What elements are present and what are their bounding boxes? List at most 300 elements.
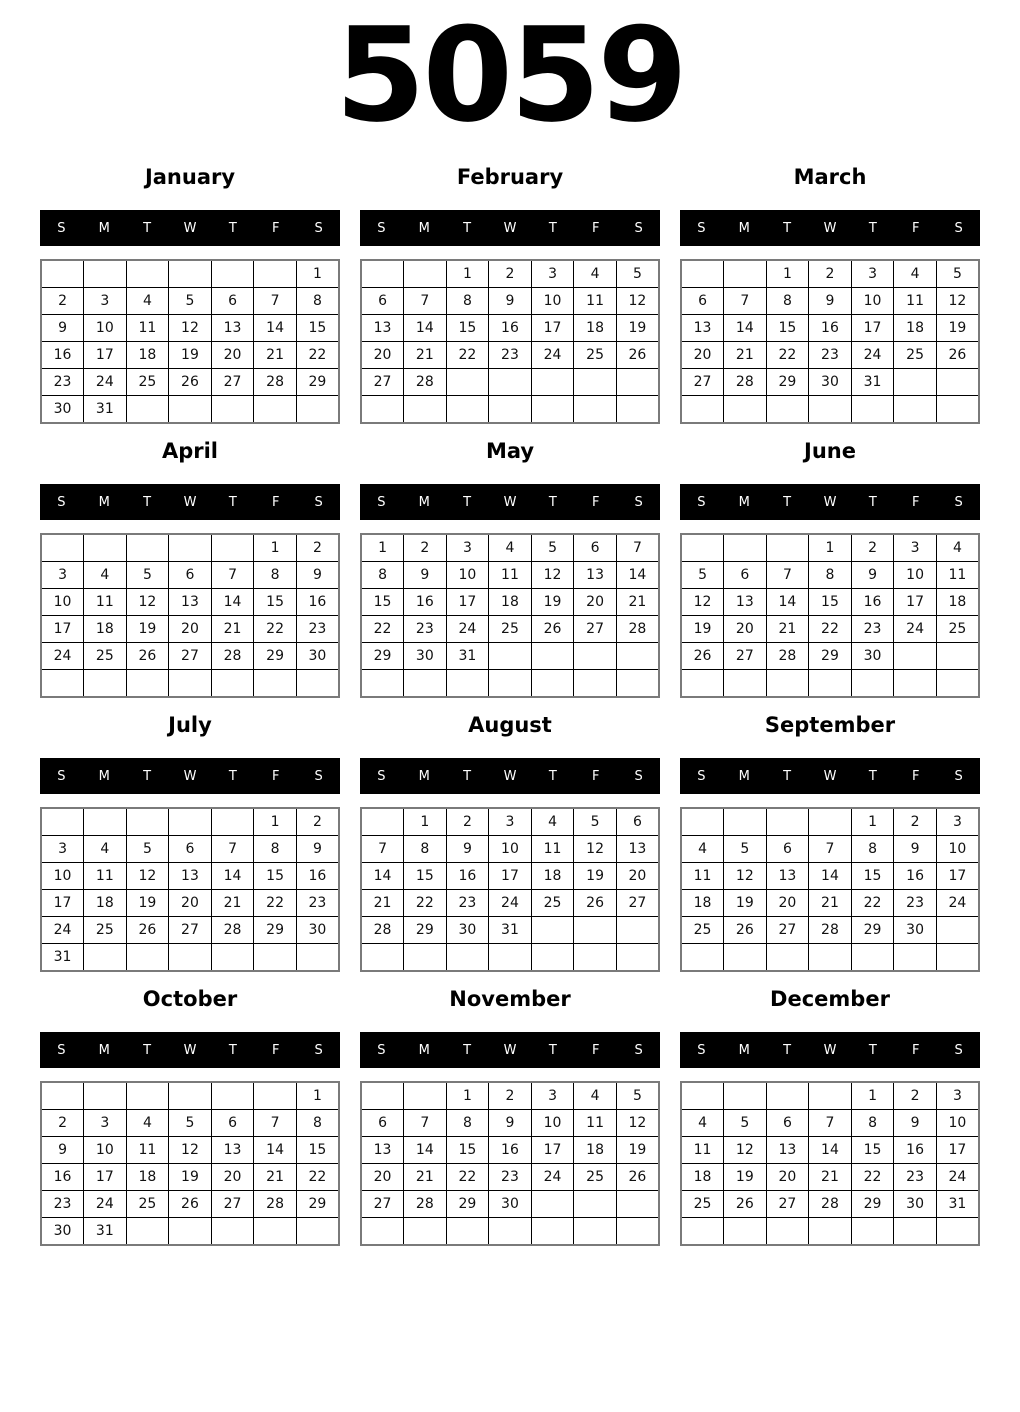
day-cell: 17 xyxy=(894,589,937,616)
day-cell: 26 xyxy=(724,1191,767,1218)
day-cell-empty xyxy=(681,670,724,698)
week-row xyxy=(681,369,979,396)
day-grid xyxy=(360,1081,660,1246)
day-cell-empty xyxy=(531,670,574,698)
day-cell-empty xyxy=(254,396,297,424)
day-cell: 11 xyxy=(531,836,574,863)
day-cell: 17 xyxy=(851,315,894,342)
week-row xyxy=(41,944,339,972)
day-cell: 10 xyxy=(936,1110,979,1137)
day-cell-empty xyxy=(296,1218,339,1246)
week-row xyxy=(361,589,659,616)
day-cell: 9 xyxy=(894,836,937,863)
day-cell-empty xyxy=(851,670,894,698)
day-cell: 24 xyxy=(84,1191,127,1218)
day-cell-empty xyxy=(851,396,894,424)
day-cell: 4 xyxy=(936,534,979,562)
day-cell-empty xyxy=(851,944,894,972)
day-cell: 22 xyxy=(254,890,297,917)
day-cell: 2 xyxy=(894,808,937,836)
day-cell: 1 xyxy=(254,534,297,562)
week-row xyxy=(41,863,339,890)
day-cell: 2 xyxy=(851,534,894,562)
day-cell: 2 xyxy=(41,288,84,315)
day-cell: 19 xyxy=(126,616,169,643)
weekday-header-1: M xyxy=(738,768,750,784)
day-cell: 8 xyxy=(809,562,852,589)
day-cell: 31 xyxy=(489,917,532,944)
week-row xyxy=(681,1110,979,1137)
day-cell: 8 xyxy=(446,288,489,315)
day-cell: 12 xyxy=(126,863,169,890)
day-cell: 28 xyxy=(211,643,254,670)
day-cell-empty xyxy=(809,396,852,424)
week-row xyxy=(41,396,339,424)
day-cell-empty xyxy=(404,1082,447,1110)
day-cell: 22 xyxy=(254,616,297,643)
day-cell-empty xyxy=(126,534,169,562)
month-block-june xyxy=(680,438,980,698)
weekday-header-3: W xyxy=(503,1042,517,1058)
month-block-january xyxy=(40,164,340,424)
month-block-october xyxy=(40,986,340,1246)
weekday-header-3: W xyxy=(823,494,837,510)
day-cell: 3 xyxy=(851,260,894,288)
day-cell: 21 xyxy=(254,1164,297,1191)
day-cell: 25 xyxy=(681,1191,724,1218)
months-grid xyxy=(0,164,1020,1246)
day-cell: 12 xyxy=(169,315,212,342)
day-cell: 28 xyxy=(211,917,254,944)
day-cell: 10 xyxy=(446,562,489,589)
day-cell: 22 xyxy=(851,890,894,917)
day-grid xyxy=(40,807,340,972)
day-cell: 11 xyxy=(126,315,169,342)
month-title: January xyxy=(144,165,236,189)
day-cell: 27 xyxy=(211,369,254,396)
week-row xyxy=(361,670,659,698)
day-cell: 28 xyxy=(361,917,404,944)
day-cell: 16 xyxy=(296,863,339,890)
day-cell: 6 xyxy=(766,836,809,863)
day-cell: 12 xyxy=(681,589,724,616)
day-cell: 16 xyxy=(851,589,894,616)
day-cell: 17 xyxy=(41,616,84,643)
month-title: March xyxy=(793,165,867,189)
day-cell-empty xyxy=(361,1082,404,1110)
week-row xyxy=(681,315,979,342)
day-cell: 4 xyxy=(84,836,127,863)
week-row xyxy=(41,288,339,315)
day-cell: 28 xyxy=(809,1191,852,1218)
weekday-header-3: W xyxy=(183,1042,197,1058)
day-cell: 28 xyxy=(724,369,767,396)
day-cell-empty xyxy=(489,1218,532,1246)
day-cell-empty xyxy=(766,944,809,972)
day-cell: 27 xyxy=(169,917,212,944)
day-cell: 12 xyxy=(724,863,767,890)
day-cell: 14 xyxy=(254,315,297,342)
weekday-header-0: S xyxy=(697,494,706,510)
weekday-header-4: T xyxy=(868,220,877,236)
day-cell: 18 xyxy=(574,1137,617,1164)
day-cell: 20 xyxy=(169,616,212,643)
week-row xyxy=(361,288,659,315)
week-row xyxy=(361,369,659,396)
day-cell: 26 xyxy=(126,917,169,944)
day-cell-empty xyxy=(681,396,724,424)
day-cell-empty xyxy=(574,1191,617,1218)
day-cell-empty xyxy=(724,1218,767,1246)
day-cell-empty xyxy=(616,643,659,670)
day-cell: 27 xyxy=(574,616,617,643)
day-cell: 13 xyxy=(169,863,212,890)
day-cell: 6 xyxy=(724,562,767,589)
weekday-header-2: T xyxy=(783,1042,792,1058)
weekday-header-4: T xyxy=(548,768,557,784)
day-cell: 23 xyxy=(41,1191,84,1218)
day-cell: 27 xyxy=(681,369,724,396)
day-cell: 1 xyxy=(296,1082,339,1110)
day-cell: 16 xyxy=(489,1137,532,1164)
day-cell: 11 xyxy=(574,288,617,315)
day-cell: 4 xyxy=(126,1110,169,1137)
week-row xyxy=(681,1191,979,1218)
day-cell-empty xyxy=(616,396,659,424)
weekday-header-5: F xyxy=(271,220,280,236)
day-cell: 13 xyxy=(681,315,724,342)
day-cell: 16 xyxy=(41,342,84,369)
day-cell-empty xyxy=(809,1082,852,1110)
weekday-header-6: S xyxy=(954,494,963,510)
month-block-november xyxy=(360,986,660,1246)
day-cell: 21 xyxy=(254,342,297,369)
week-row xyxy=(361,1191,659,1218)
day-cell-empty xyxy=(681,1082,724,1110)
day-cell: 22 xyxy=(851,1164,894,1191)
day-cell: 18 xyxy=(936,589,979,616)
day-cell: 3 xyxy=(41,562,84,589)
day-cell-empty xyxy=(211,534,254,562)
day-cell: 26 xyxy=(169,369,212,396)
day-cell: 18 xyxy=(84,616,127,643)
weekday-header-2: T xyxy=(463,220,472,236)
weekday-header-5: F xyxy=(591,220,600,236)
day-cell: 6 xyxy=(169,562,212,589)
day-cell: 1 xyxy=(361,534,404,562)
day-cell: 28 xyxy=(404,369,447,396)
weekday-header-5: F xyxy=(911,768,920,784)
day-cell: 11 xyxy=(894,288,937,315)
day-cell: 21 xyxy=(404,342,447,369)
week-row xyxy=(361,260,659,288)
day-cell: 8 xyxy=(361,562,404,589)
day-cell: 28 xyxy=(809,917,852,944)
day-cell: 21 xyxy=(361,890,404,917)
weekday-header-2: T xyxy=(463,494,472,510)
day-cell: 25 xyxy=(531,890,574,917)
day-cell: 1 xyxy=(809,534,852,562)
weekday-header-0: S xyxy=(377,768,386,784)
day-cell: 28 xyxy=(404,1191,447,1218)
day-cell-empty xyxy=(404,670,447,698)
day-cell: 30 xyxy=(41,396,84,424)
day-cell-empty xyxy=(766,534,809,562)
day-cell: 2 xyxy=(894,1082,937,1110)
weekday-header-4: T xyxy=(548,1042,557,1058)
month-block-may xyxy=(360,438,660,698)
week-row xyxy=(41,342,339,369)
day-cell: 25 xyxy=(574,342,617,369)
day-cell: 3 xyxy=(84,1110,127,1137)
day-cell-empty xyxy=(489,944,532,972)
weekday-header-3: W xyxy=(183,220,197,236)
day-cell: 15 xyxy=(361,589,404,616)
day-cell: 1 xyxy=(851,808,894,836)
weekday-header-2: T xyxy=(463,768,472,784)
day-cell: 30 xyxy=(894,917,937,944)
day-cell: 19 xyxy=(169,1164,212,1191)
weekday-header-2: T xyxy=(463,1042,472,1058)
week-row xyxy=(361,863,659,890)
weekday-header-2: T xyxy=(783,768,792,784)
weekday-header-0: S xyxy=(697,1042,706,1058)
weekday-header-1: M xyxy=(738,220,750,236)
day-cell: 3 xyxy=(531,1082,574,1110)
week-row xyxy=(361,562,659,589)
day-cell: 14 xyxy=(766,589,809,616)
day-cell: 14 xyxy=(404,315,447,342)
weekday-header-4: T xyxy=(228,220,237,236)
day-cell: 7 xyxy=(809,1110,852,1137)
day-cell: 24 xyxy=(936,890,979,917)
month-block-april xyxy=(40,438,340,698)
day-cell: 24 xyxy=(936,1164,979,1191)
week-row xyxy=(681,836,979,863)
day-cell: 28 xyxy=(254,369,297,396)
weekday-header-2: T xyxy=(143,494,152,510)
year-title: 5059 xyxy=(335,0,685,151)
day-cell: 21 xyxy=(211,890,254,917)
day-cell: 10 xyxy=(531,1110,574,1137)
day-cell: 17 xyxy=(446,589,489,616)
week-row xyxy=(361,1137,659,1164)
day-cell: 5 xyxy=(936,260,979,288)
day-cell-empty xyxy=(724,260,767,288)
day-cell: 29 xyxy=(766,369,809,396)
day-cell: 29 xyxy=(361,643,404,670)
month-block-september xyxy=(680,712,980,972)
day-cell: 11 xyxy=(489,562,532,589)
weekday-header-4: T xyxy=(548,494,557,510)
day-cell: 7 xyxy=(809,836,852,863)
weekday-header-1: M xyxy=(98,494,110,510)
day-cell: 26 xyxy=(616,342,659,369)
day-cell: 21 xyxy=(809,890,852,917)
weekday-header-0: S xyxy=(377,220,386,236)
day-cell: 4 xyxy=(84,562,127,589)
day-cell: 5 xyxy=(616,1082,659,1110)
weekday-header-5: F xyxy=(591,1042,600,1058)
week-row xyxy=(681,890,979,917)
day-cell-empty xyxy=(41,260,84,288)
day-cell: 7 xyxy=(361,836,404,863)
month-title: February xyxy=(456,165,564,189)
day-cell: 23 xyxy=(41,369,84,396)
week-row xyxy=(41,562,339,589)
day-cell: 24 xyxy=(531,1164,574,1191)
day-cell-empty xyxy=(361,670,404,698)
day-cell: 9 xyxy=(41,315,84,342)
weekday-header-6: S xyxy=(314,494,323,510)
week-row xyxy=(681,917,979,944)
day-cell: 11 xyxy=(84,589,127,616)
day-cell-empty xyxy=(446,369,489,396)
day-cell: 8 xyxy=(851,1110,894,1137)
day-cell: 15 xyxy=(254,589,297,616)
day-cell-empty xyxy=(126,670,169,698)
day-cell: 4 xyxy=(531,808,574,836)
day-cell-empty xyxy=(361,396,404,424)
day-cell: 15 xyxy=(296,315,339,342)
day-cell: 30 xyxy=(41,1218,84,1246)
day-cell-empty xyxy=(574,944,617,972)
week-row xyxy=(361,944,659,972)
week-row xyxy=(681,863,979,890)
week-row xyxy=(41,369,339,396)
weekday-header-1: M xyxy=(98,1042,110,1058)
day-cell-empty xyxy=(724,808,767,836)
day-cell: 19 xyxy=(681,616,724,643)
day-cell: 24 xyxy=(41,643,84,670)
day-cell: 15 xyxy=(296,1137,339,1164)
day-cell-empty xyxy=(489,396,532,424)
day-cell-empty xyxy=(211,808,254,836)
day-cell: 22 xyxy=(296,342,339,369)
day-cell-empty xyxy=(766,1082,809,1110)
day-cell: 24 xyxy=(851,342,894,369)
day-cell: 1 xyxy=(446,1082,489,1110)
day-cell: 10 xyxy=(489,836,532,863)
day-cell-empty xyxy=(616,944,659,972)
day-cell: 29 xyxy=(296,369,339,396)
day-cell-empty xyxy=(766,670,809,698)
day-cell-empty xyxy=(211,944,254,972)
day-cell: 8 xyxy=(766,288,809,315)
month-title: April xyxy=(161,439,219,463)
day-cell: 29 xyxy=(404,917,447,944)
day-cell: 2 xyxy=(489,260,532,288)
day-cell: 8 xyxy=(851,836,894,863)
day-cell: 15 xyxy=(446,1137,489,1164)
day-cell: 13 xyxy=(169,589,212,616)
day-cell: 18 xyxy=(84,890,127,917)
weekday-header-0: S xyxy=(57,768,66,784)
day-cell: 11 xyxy=(574,1110,617,1137)
day-cell: 29 xyxy=(296,1191,339,1218)
day-cell: 24 xyxy=(41,917,84,944)
day-cell-empty xyxy=(894,1218,937,1246)
day-cell-empty xyxy=(126,1082,169,1110)
day-cell-empty xyxy=(574,396,617,424)
weekday-header-5: F xyxy=(591,768,600,784)
weekday-header-5: F xyxy=(271,1042,280,1058)
day-cell: 14 xyxy=(361,863,404,890)
weekday-header-0: S xyxy=(57,494,66,510)
day-cell: 24 xyxy=(489,890,532,917)
day-cell: 14 xyxy=(724,315,767,342)
day-cell-empty xyxy=(84,670,127,698)
weekday-header-6: S xyxy=(314,220,323,236)
day-cell-empty xyxy=(361,808,404,836)
day-cell: 27 xyxy=(361,369,404,396)
weekday-header-0: S xyxy=(57,220,66,236)
day-cell-empty xyxy=(361,944,404,972)
week-row xyxy=(361,808,659,836)
day-cell: 2 xyxy=(809,260,852,288)
day-cell: 12 xyxy=(126,589,169,616)
day-cell-empty xyxy=(126,1218,169,1246)
day-cell: 16 xyxy=(894,1137,937,1164)
day-cell: 22 xyxy=(296,1164,339,1191)
weekday-header-bar xyxy=(360,1032,660,1068)
day-cell: 2 xyxy=(446,808,489,836)
day-cell: 25 xyxy=(489,616,532,643)
day-cell: 14 xyxy=(254,1137,297,1164)
day-cell: 15 xyxy=(766,315,809,342)
day-cell: 22 xyxy=(809,616,852,643)
weekday-header-3: W xyxy=(823,220,837,236)
week-row xyxy=(41,1164,339,1191)
day-cell-empty xyxy=(936,643,979,670)
weekday-header-1: M xyxy=(418,220,430,236)
week-row xyxy=(361,396,659,424)
day-cell-empty xyxy=(936,944,979,972)
day-cell: 7 xyxy=(254,1110,297,1137)
day-cell: 29 xyxy=(254,643,297,670)
day-grid xyxy=(40,259,340,424)
day-cell: 30 xyxy=(404,643,447,670)
weekday-header-6: S xyxy=(314,1042,323,1058)
day-cell: 4 xyxy=(681,1110,724,1137)
day-cell: 17 xyxy=(936,863,979,890)
day-grid xyxy=(360,807,660,972)
weekday-header-0: S xyxy=(697,220,706,236)
day-cell-empty xyxy=(126,944,169,972)
month-block-february xyxy=(360,164,660,424)
day-cell: 25 xyxy=(126,1191,169,1218)
weekday-header-4: T xyxy=(868,494,877,510)
day-cell: 31 xyxy=(446,643,489,670)
day-cell-empty xyxy=(681,260,724,288)
day-cell: 2 xyxy=(404,534,447,562)
month-block-august xyxy=(360,712,660,972)
day-cell-empty xyxy=(446,1218,489,1246)
week-row xyxy=(361,836,659,863)
day-cell: 1 xyxy=(296,260,339,288)
day-cell: 10 xyxy=(851,288,894,315)
day-cell-empty xyxy=(894,396,937,424)
weekday-header-0: S xyxy=(57,1042,66,1058)
day-cell: 23 xyxy=(404,616,447,643)
day-cell: 18 xyxy=(681,1164,724,1191)
day-grid xyxy=(680,533,980,698)
day-cell: 15 xyxy=(851,863,894,890)
week-row xyxy=(41,260,339,288)
day-grid xyxy=(360,533,660,698)
day-cell: 26 xyxy=(616,1164,659,1191)
day-cell: 9 xyxy=(41,1137,84,1164)
